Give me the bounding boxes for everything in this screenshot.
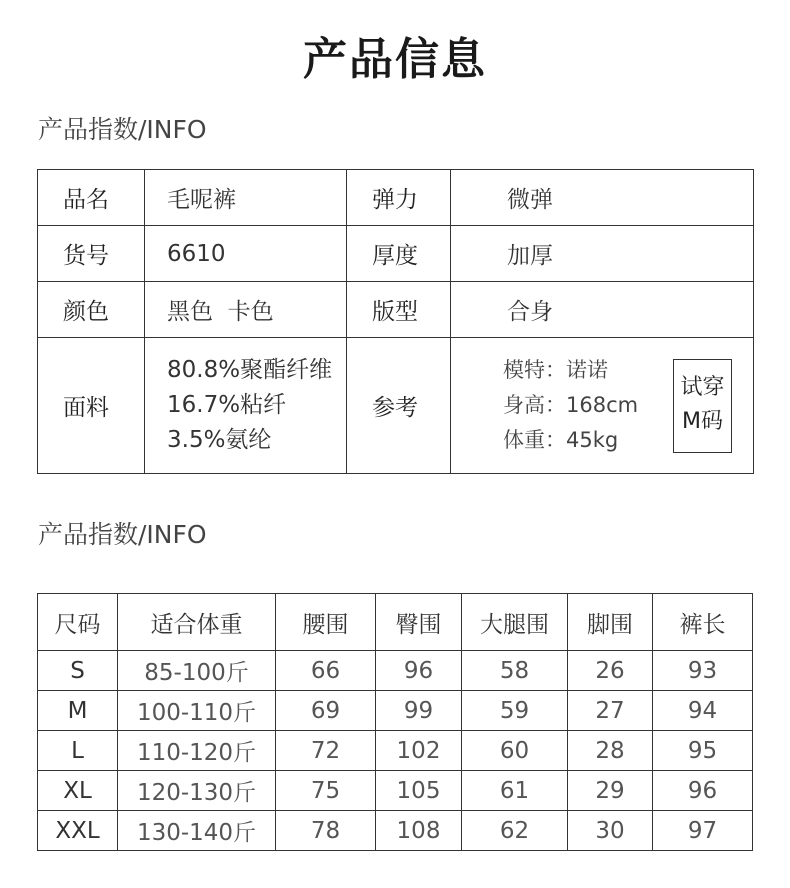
info-key-sku: 货号 <box>38 226 145 282</box>
leg-opening-cell: 30 <box>568 811 653 851</box>
leg-opening-cell: 27 <box>568 691 653 731</box>
table-row <box>38 811 753 851</box>
thigh-cell: 62 <box>462 811 568 851</box>
info-val-name: 毛呢裤 <box>145 170 347 226</box>
table-row <box>38 731 753 771</box>
info-val-fabric <box>145 338 347 474</box>
table-row <box>38 651 753 691</box>
table-row <box>38 691 753 731</box>
leg-opening-cell: 28 <box>568 731 653 771</box>
header-cell: 裤长 <box>653 594 753 651</box>
thigh-cell: 60 <box>462 731 568 771</box>
info-key-reference: 参考 <box>347 338 451 474</box>
info-row-name <box>38 170 754 226</box>
model-line: 身高：168cm <box>503 392 639 417</box>
info-row-sku <box>38 226 754 282</box>
page-title: 产品信息 <box>303 34 487 85</box>
info-key-color: 颜色 <box>38 282 145 338</box>
weight-cell: 110-120斤 <box>118 731 276 771</box>
length-cell: 95 <box>653 731 753 771</box>
info-val-color: 黑色 卡色 <box>145 282 347 338</box>
size-cell: XXL <box>38 811 118 851</box>
tryon-size-box <box>673 359 732 453</box>
section-label-info: 产品指数/INFO <box>38 115 207 144</box>
thigh-cell: 58 <box>462 651 568 691</box>
info-key-thickness: 厚度 <box>347 226 451 282</box>
length-cell: 96 <box>653 771 753 811</box>
leg-opening-cell: 26 <box>568 651 653 691</box>
hip-cell: 99 <box>376 691 462 731</box>
model-line: 模特：诺诺 <box>503 357 608 382</box>
length-cell: 97 <box>653 811 753 851</box>
model-line: 体重：45kg <box>503 427 619 452</box>
header-cell: 臀围 <box>376 594 462 651</box>
info-key-elastic: 弹力 <box>347 170 451 226</box>
info-key-fabric: 面料 <box>38 338 145 474</box>
waist-cell: 69 <box>276 691 376 731</box>
fabric-line: 16.7%粘纤 <box>167 392 287 418</box>
size-cell: XL <box>38 771 118 811</box>
weight-cell: 100-110斤 <box>118 691 276 731</box>
tryon-size: M码 <box>682 408 723 434</box>
weight-cell: 130-140斤 <box>118 811 276 851</box>
thigh-cell: 61 <box>462 771 568 811</box>
model-details <box>503 353 638 458</box>
hip-cell: 96 <box>376 651 462 691</box>
header-cell: 腰围 <box>276 594 376 651</box>
product-info-table <box>37 169 754 474</box>
info-row-fabric <box>38 338 754 474</box>
waist-cell: 72 <box>276 731 376 771</box>
header-cell: 尺码 <box>38 594 118 651</box>
weight-cell: 120-130斤 <box>118 771 276 811</box>
info-key-name: 品名 <box>38 170 145 226</box>
info-val-reference <box>451 338 754 474</box>
size-cell: S <box>38 651 118 691</box>
hip-cell: 108 <box>376 811 462 851</box>
length-cell: 94 <box>653 691 753 731</box>
size-chart-table <box>37 593 753 851</box>
header-cell: 大腿围 <box>462 594 568 651</box>
hip-cell: 102 <box>376 731 462 771</box>
thigh-cell: 59 <box>462 691 568 731</box>
info-val-thickness: 加厚 <box>451 226 754 282</box>
info-val-sku: 6610 <box>145 226 347 282</box>
info-val-elastic: 微弹 <box>451 170 754 226</box>
info-row-color <box>38 282 754 338</box>
leg-opening-cell: 29 <box>568 771 653 811</box>
waist-cell: 66 <box>276 651 376 691</box>
section-label-size: 产品指数/INFO <box>38 520 207 549</box>
length-cell: 93 <box>653 651 753 691</box>
info-val-fit: 合身 <box>451 282 754 338</box>
header-cell: 适合体重 <box>118 594 276 651</box>
tryon-label: 试穿 <box>680 374 725 400</box>
table-row <box>38 771 753 811</box>
info-key-fit: 版型 <box>347 282 451 338</box>
waist-cell: 78 <box>276 811 376 851</box>
fabric-line: 3.5%氨纶 <box>167 427 272 453</box>
hip-cell: 105 <box>376 771 462 811</box>
size-cell: L <box>38 731 118 771</box>
fabric-line: 80.8%聚酯纤维 <box>167 357 333 383</box>
weight-cell: 85-100斤 <box>118 651 276 691</box>
size-header-row <box>38 594 753 651</box>
waist-cell: 75 <box>276 771 376 811</box>
header-cell: 脚围 <box>568 594 653 651</box>
size-cell: M <box>38 691 118 731</box>
